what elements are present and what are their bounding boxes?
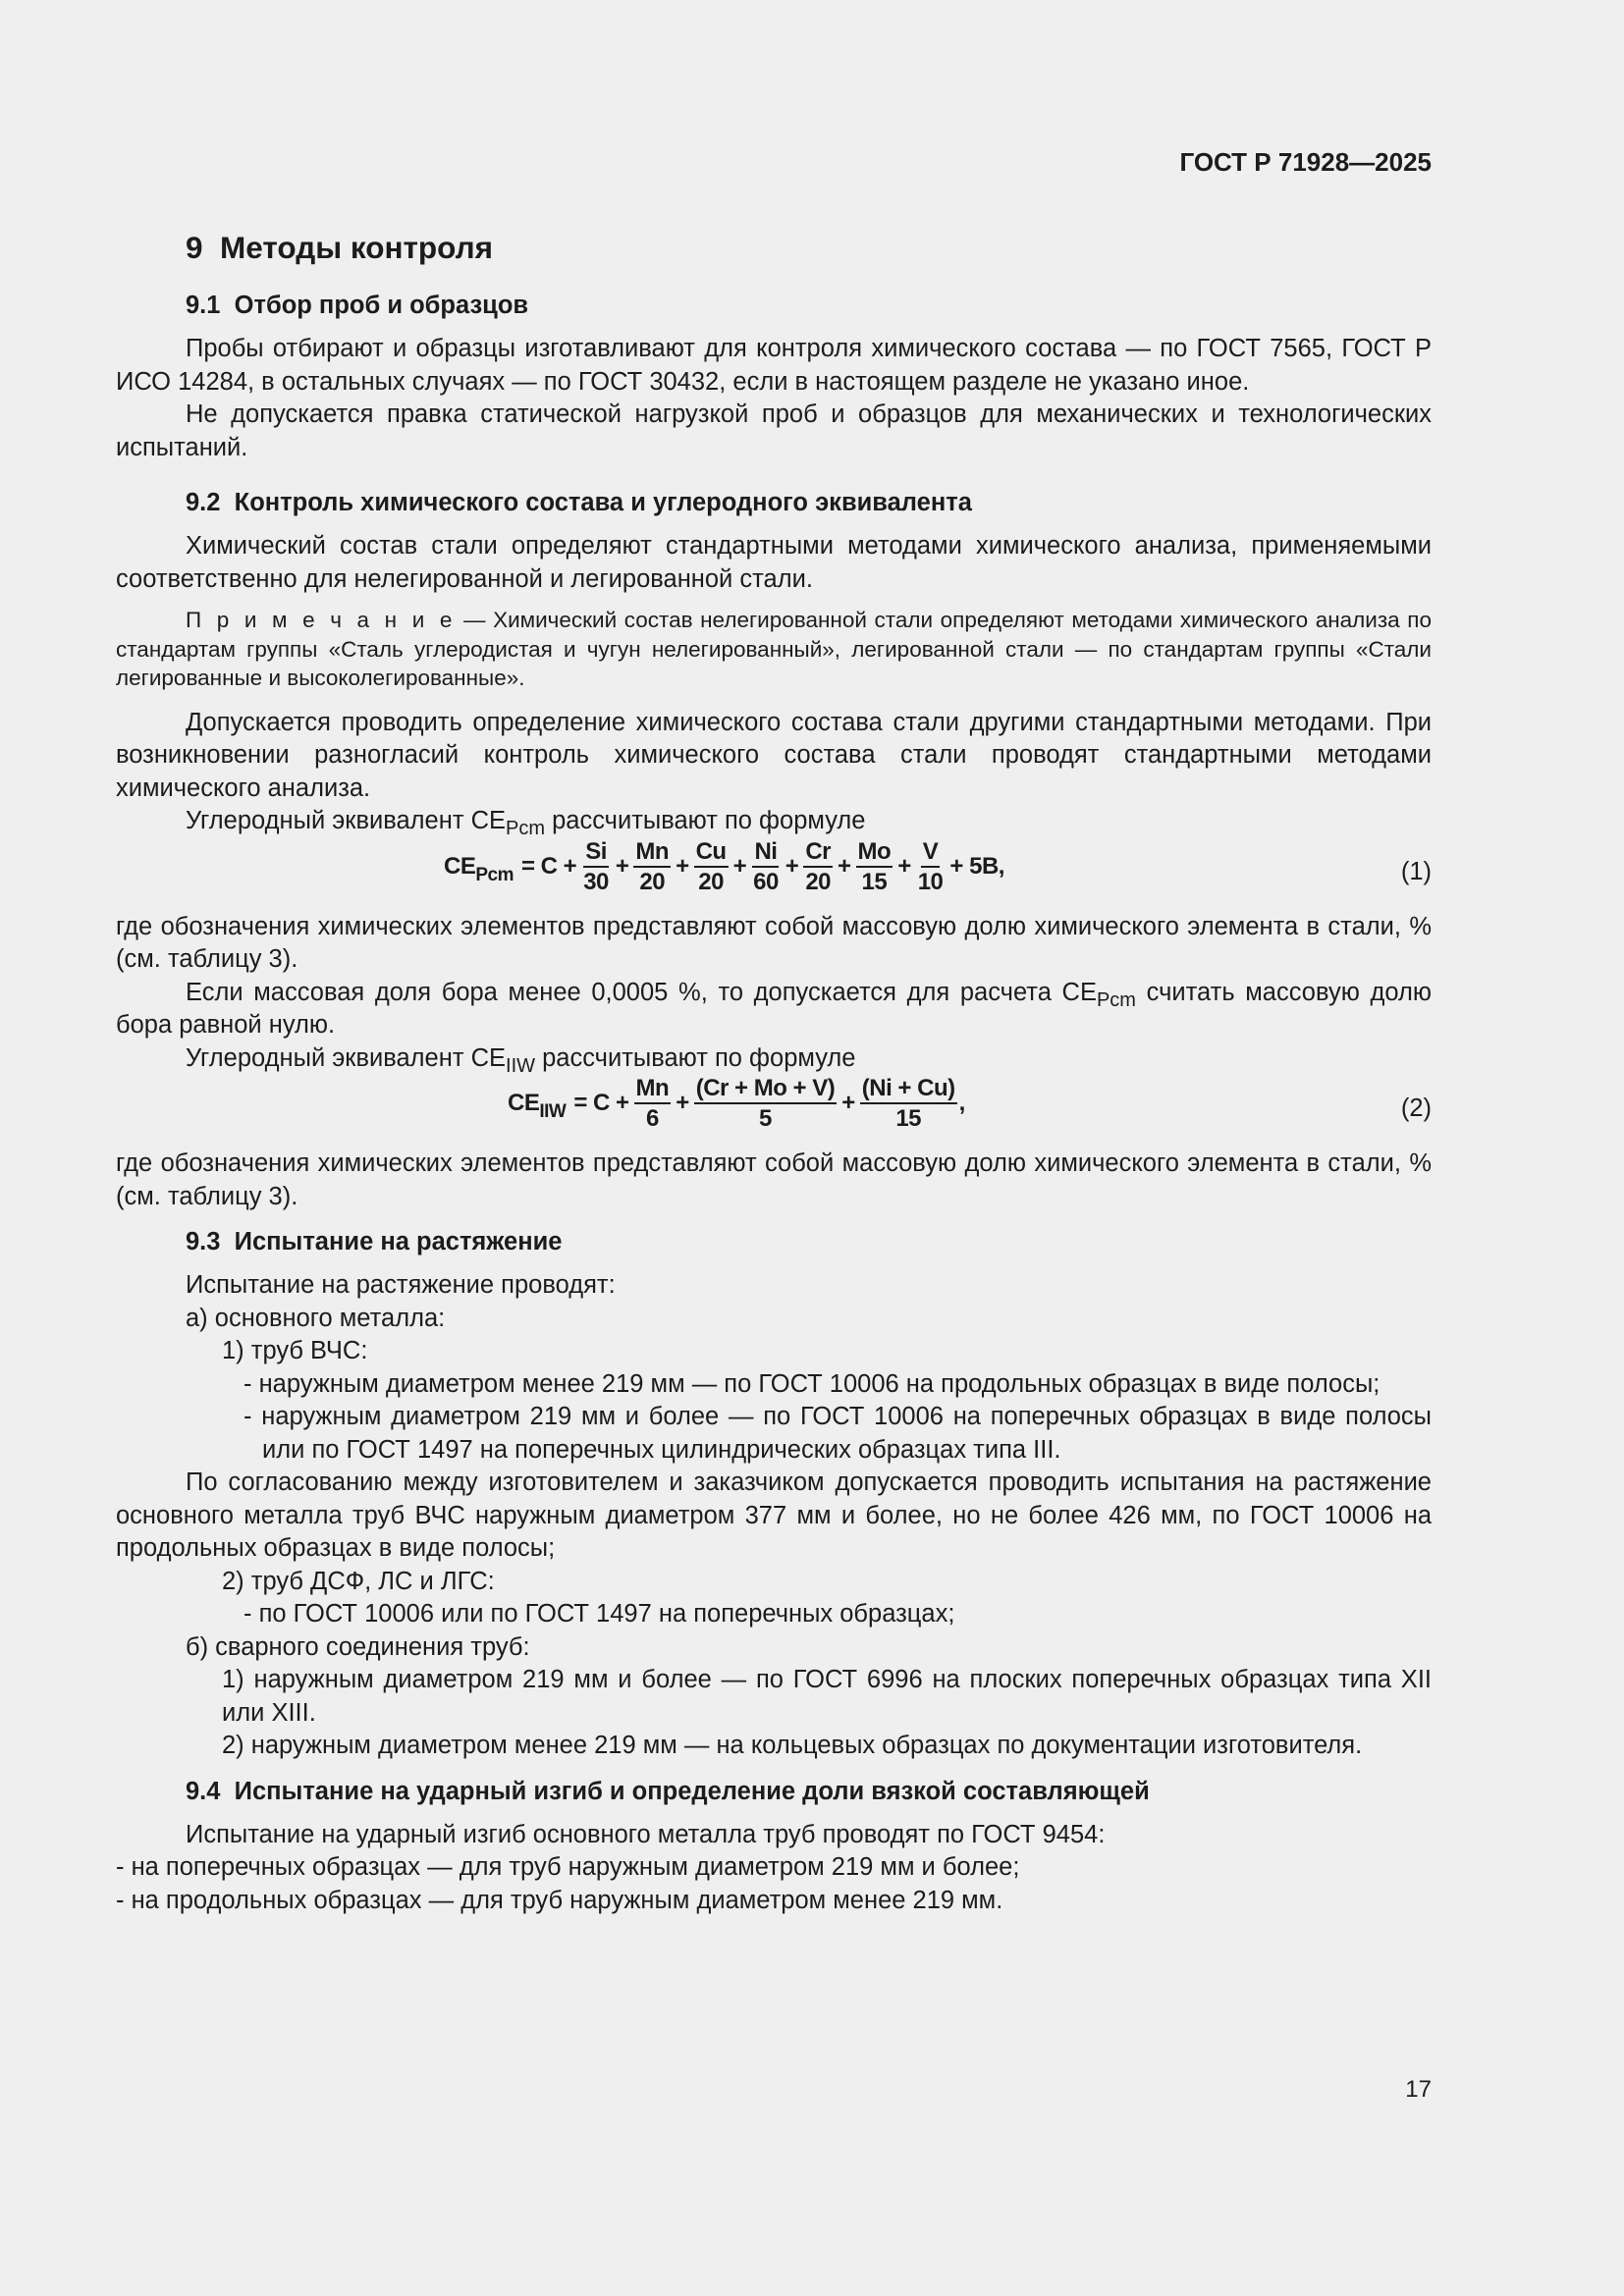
denominator: 15 bbox=[895, 1105, 922, 1132]
numerator: Mn bbox=[634, 1075, 672, 1104]
subsection-title: Отбор проб и образцов bbox=[234, 292, 529, 319]
note bbox=[116, 606, 1432, 693]
text: рассчитывают по формуле bbox=[545, 807, 866, 834]
numerator: Cu bbox=[694, 838, 729, 868]
plus: + bbox=[785, 852, 799, 880]
denominator: 60 bbox=[753, 868, 779, 895]
text: Углеродный эквивалент CE bbox=[186, 807, 507, 834]
list-item: 2) наружным диаметром менее 219 мм — на кольцевых образцах по документации изготовителя. bbox=[222, 1732, 1363, 1759]
denominator: 5 bbox=[759, 1105, 772, 1132]
list-item: 2) труб ДСФ, ЛС и ЛГС: bbox=[222, 1567, 495, 1595]
numerator: Ni bbox=[752, 838, 779, 868]
lhs-symbol: CE bbox=[508, 1090, 540, 1116]
list-item: а) основного металла: bbox=[186, 1304, 446, 1332]
plus: + bbox=[841, 1090, 855, 1116]
denominator: 15 bbox=[861, 868, 888, 895]
numerator: Mo bbox=[856, 838, 893, 868]
paragraph: Пробы отбирают и образцы изготавливают для контроля химического состава — по ГОСТ 7565, ГОСТ Р ИСО 14284, в остальных случаях — по ГОСТ 30432, если в настоящем разделе не указано иное. bbox=[116, 335, 1432, 396]
equals-c: = C + bbox=[520, 852, 577, 880]
plus: + bbox=[615, 852, 629, 880]
subsection-number: 9.1 bbox=[186, 292, 221, 319]
fraction bbox=[856, 838, 893, 895]
numerator: V bbox=[921, 838, 941, 868]
numerator: (Cr + Mo + V) bbox=[694, 1075, 838, 1104]
fraction bbox=[581, 838, 611, 895]
subscript: Pcm bbox=[506, 818, 546, 839]
paragraph: Допускается проводить определение химического состава стали другими стандартными методами. При возникновении разногласий контроль химического состава стали проводят стандартными методами химического анализа. bbox=[116, 708, 1432, 802]
paragraph: где обозначения химических элементов представляют собой массовую долю химического элемента в стали, % (см. таблицу 3). bbox=[116, 1149, 1432, 1210]
paragraph bbox=[116, 805, 1432, 838]
denominator: 6 bbox=[645, 1105, 659, 1132]
formula-1 bbox=[116, 838, 1432, 907]
subsection-heading-9-2 bbox=[186, 486, 1432, 519]
numerator: (Ni + Cu) bbox=[860, 1075, 957, 1104]
list-item: - наружным диаметром менее 219 мм — по ГОСТ 10006 на продольных образцах в виде полосы; bbox=[244, 1369, 1380, 1398]
text: считать массовую долю бора равной нулю. bbox=[116, 978, 1432, 1039]
formula-number: (1) bbox=[1400, 857, 1432, 885]
document-code: ГОСТ Р 71928—2025 bbox=[1179, 147, 1432, 177]
paragraph: Не допускается правка статической нагрузкой проб и образцов для механических и технологических испытаний. bbox=[116, 400, 1432, 461]
paragraph: Испытание на растяжение проводят: bbox=[186, 1271, 616, 1299]
lhs-symbol: CE bbox=[444, 852, 476, 880]
fraction bbox=[633, 838, 671, 895]
formula-tail: + 5B, bbox=[949, 852, 1004, 880]
section-heading bbox=[186, 228, 1432, 267]
text: рассчитывают по формуле bbox=[535, 1043, 856, 1072]
list-item: - по ГОСТ 10006 или по ГОСТ 1497 на поперечных образцах; bbox=[244, 1600, 955, 1628]
subsection-heading-9-1 bbox=[186, 289, 1432, 322]
subsection-title: Контроль химического состава и углеродного эквивалента bbox=[234, 489, 972, 516]
plus: + bbox=[838, 852, 851, 880]
formula-lhs bbox=[508, 1090, 567, 1122]
list-item: б) сварного соединения труб: bbox=[186, 1632, 530, 1661]
subscript: Pcm bbox=[1096, 988, 1136, 1011]
denominator: 30 bbox=[583, 868, 609, 895]
paragraph: где обозначения химических элементов представляют собой массовую долю химического элемента в стали, % (см. таблицу 3). bbox=[116, 912, 1432, 973]
plus: + bbox=[897, 852, 911, 880]
paragraph: Испытание на ударный изгиб основного металла труб проводят по ГОСТ 9454: bbox=[186, 1820, 1106, 1848]
page-number: 17 bbox=[1405, 2076, 1432, 2103]
formula-number: (2) bbox=[1400, 1095, 1432, 1122]
section-number: 9 bbox=[186, 230, 203, 265]
list-item: - на продольных образцах — для труб наружным диаметром менее 219 мм. bbox=[116, 1886, 1003, 1914]
formula-comma: , bbox=[958, 1090, 965, 1116]
note-label: П р и м е ч а н и е bbox=[186, 608, 457, 632]
subsection-number: 9.2 bbox=[186, 489, 221, 516]
plus: + bbox=[676, 852, 689, 880]
formula-body bbox=[444, 838, 1007, 895]
text: Углеродный эквивалент CE bbox=[186, 1043, 507, 1072]
numerator: Si bbox=[583, 838, 609, 868]
fraction bbox=[751, 838, 781, 895]
lhs-subscript: IIW bbox=[539, 1101, 567, 1122]
numerator: Mn bbox=[633, 838, 671, 868]
denominator: 10 bbox=[917, 868, 944, 895]
denominator: 20 bbox=[639, 868, 666, 895]
formula-body bbox=[508, 1075, 965, 1132]
subsection-heading-9-3 bbox=[186, 1225, 1432, 1258]
subsection-number: 9.3 bbox=[186, 1228, 221, 1255]
formula-lhs bbox=[444, 852, 514, 885]
paragraph bbox=[116, 1042, 1432, 1076]
fraction bbox=[694, 1075, 838, 1132]
fraction bbox=[860, 1075, 957, 1132]
note-text: — Химический состав нелегированной стали определяют методами химического анализа по стандартам группы «Сталь углеродистая и чугун нелегированный», легированной стали — по стандартам группы «Стали легированные и высоколегированные». bbox=[116, 608, 1432, 690]
paragraph: Химический состав стали определяют стандартными методами химического анализа, применяемыми соответственно для нелегированной и легированной стали. bbox=[116, 532, 1432, 593]
lhs-subscript: Pcm bbox=[475, 864, 514, 885]
list-item: 1) труб ВЧС: bbox=[222, 1337, 368, 1364]
page-content bbox=[116, 218, 1432, 1917]
subscript: IIW bbox=[506, 1054, 536, 1077]
denominator: 20 bbox=[805, 868, 832, 895]
plus: + bbox=[676, 1090, 689, 1116]
fraction bbox=[916, 838, 946, 895]
subsection-title: Испытание на ударный изгиб и определение доли вязкой составляющей bbox=[234, 1777, 1150, 1805]
formula-2 bbox=[116, 1075, 1432, 1144]
numerator: Cr bbox=[803, 838, 833, 868]
fraction bbox=[634, 1075, 672, 1132]
denominator: 20 bbox=[698, 868, 724, 895]
paragraph: По согласованию между изготовителем и заказчиком допускается проводить испытания на растяжение основного металла труб ВЧС наружным диаметром 377 мм и более, но не более 426 мм, по ГОСТ 10006 на продольных образцах в виде полосы; bbox=[116, 1468, 1432, 1562]
paragraph bbox=[116, 977, 1432, 1042]
fraction bbox=[803, 838, 833, 895]
subsection-heading-9-4 bbox=[186, 1775, 1432, 1808]
list-item: - наружным диаметром 219 мм и более — по ГОСТ 10006 на поперечных образцах в виде полосы или по ГОСТ 1497 на поперечных цилиндрических образцах типа III. bbox=[244, 1403, 1432, 1464]
list-item: 1) наружным диаметром 219 мм и более — по ГОСТ 6996 на плоских поперечных образцах типа XII или XIII. bbox=[222, 1666, 1432, 1727]
section-title: Методы контроля bbox=[220, 230, 494, 265]
subsection-title: Испытание на растяжение bbox=[234, 1228, 563, 1255]
list-item: - на поперечных образцах — для труб наружным диаметром 219 мм и более; bbox=[116, 1853, 1020, 1881]
equals-c: = C + bbox=[573, 1090, 629, 1116]
fraction bbox=[694, 838, 729, 895]
subsection-number: 9.4 bbox=[186, 1777, 221, 1805]
plus: + bbox=[732, 852, 747, 880]
text: Если массовая доля бора менее 0,0005 %, то допускается для расчета CE bbox=[186, 978, 1097, 1006]
